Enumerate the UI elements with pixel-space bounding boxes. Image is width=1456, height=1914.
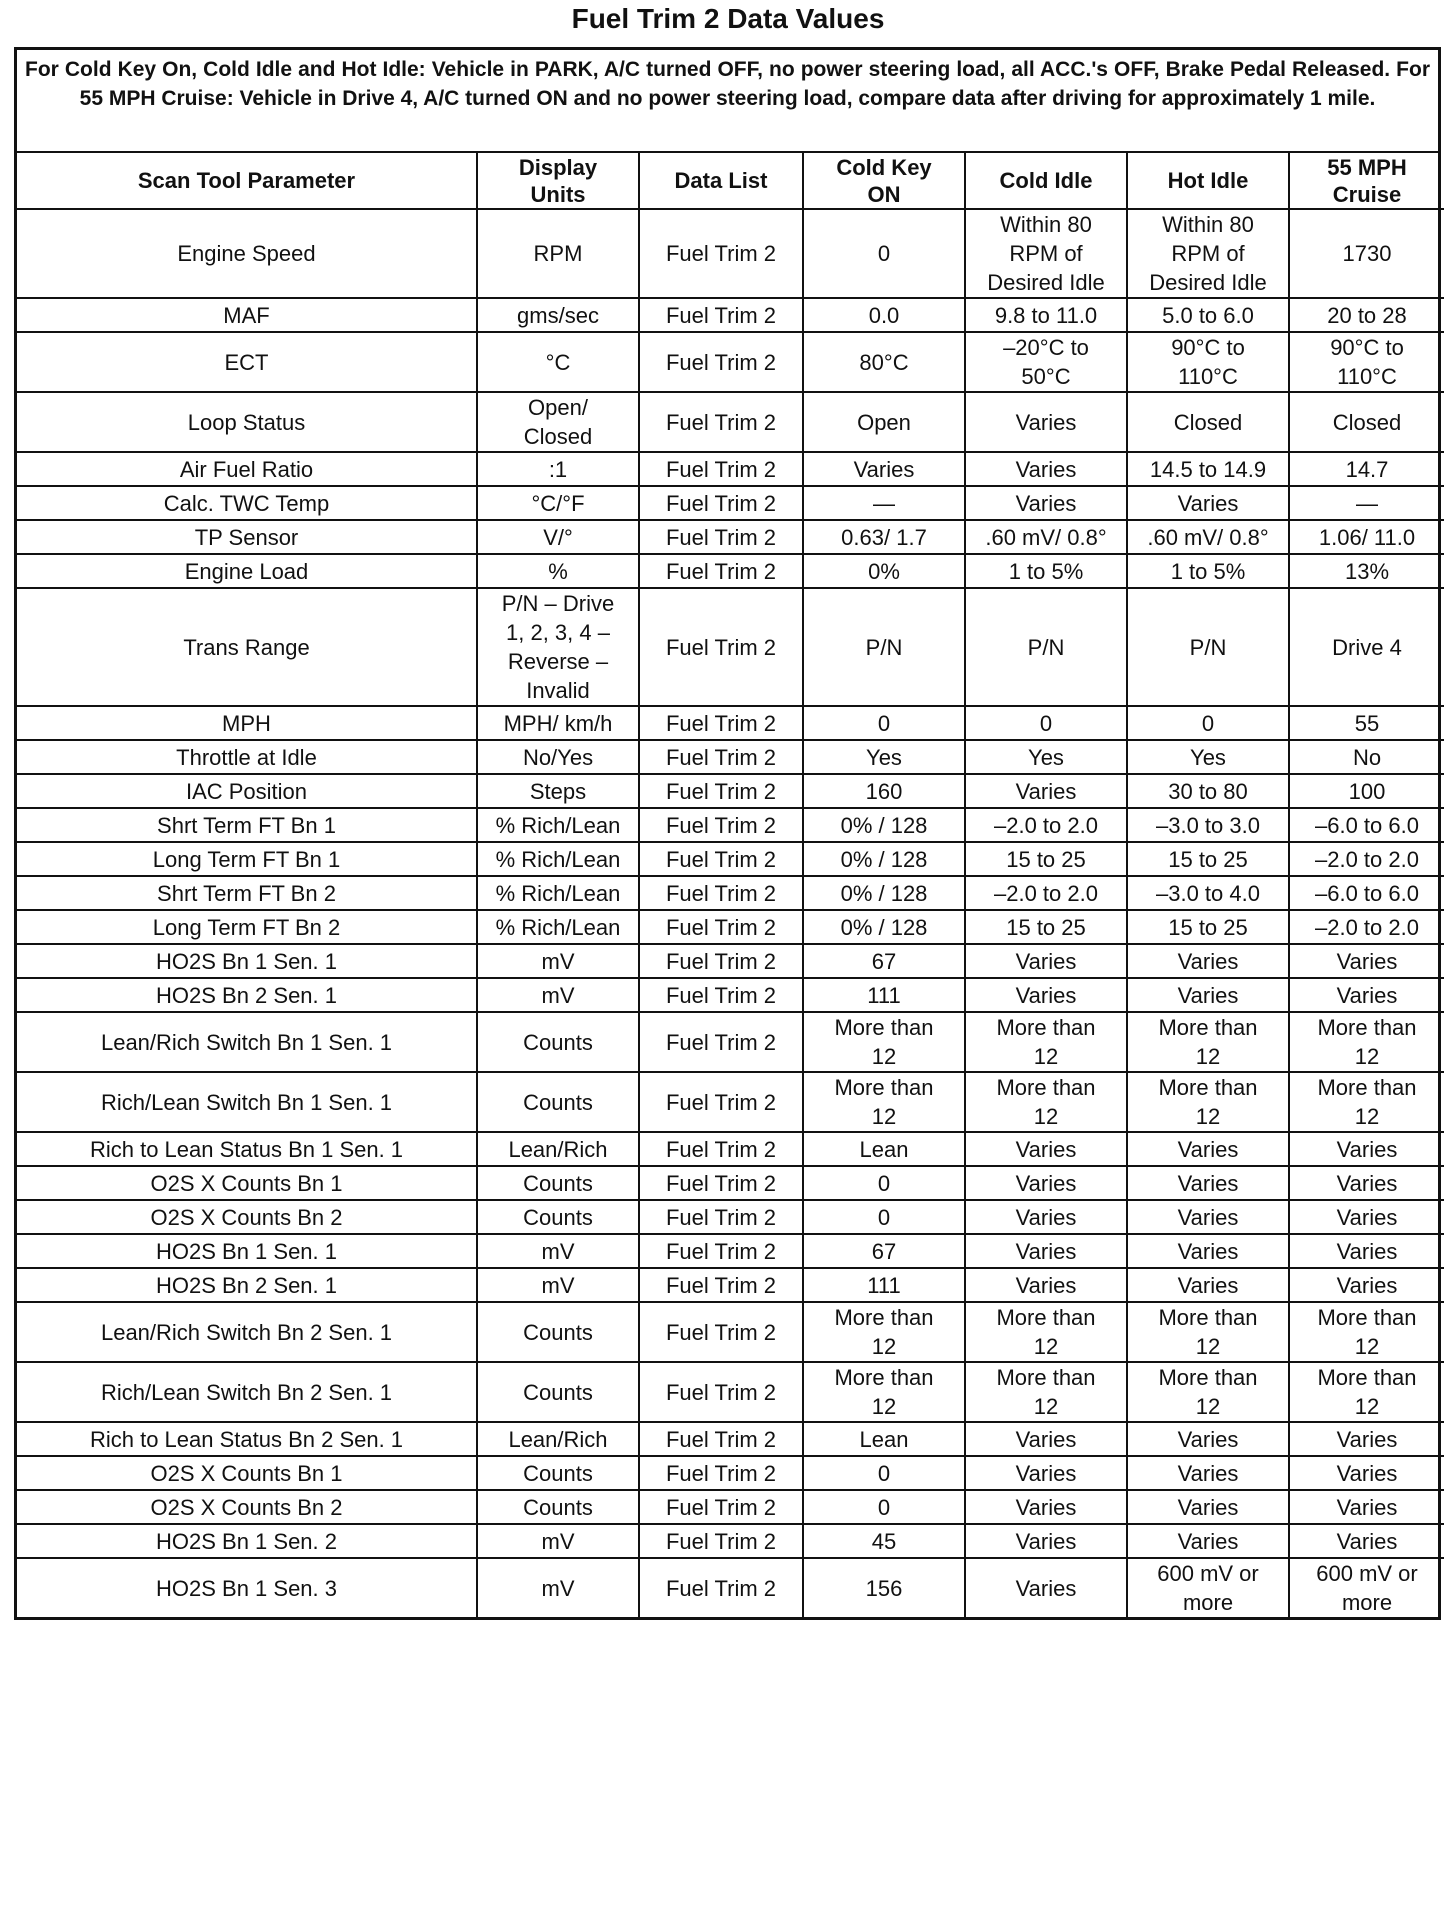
cell-hot-idle: Varies — [1127, 1132, 1289, 1166]
column-header-cruise: 55 MPH Cruise — [1289, 153, 1444, 209]
cell-parameter: HO2S Bn 1 Sen. 1 — [17, 944, 477, 978]
column-header-cold-idle: Cold Idle — [965, 153, 1127, 209]
table-row — [17, 706, 1444, 740]
cell-units: gms/sec — [477, 298, 639, 332]
table-row — [17, 1422, 1444, 1456]
cell-data-list: Fuel Trim 2 — [639, 1072, 803, 1132]
cell-units: % Rich/Lean — [477, 876, 639, 910]
cell-cold-idle: 15 to 25 — [965, 910, 1127, 944]
cell-data-list: Fuel Trim 2 — [639, 842, 803, 876]
cell-hot-idle: 5.0 to 6.0 — [1127, 298, 1289, 332]
table-row — [17, 1200, 1444, 1234]
cell-data-list: Fuel Trim 2 — [639, 774, 803, 808]
cell-cold-idle: More than 12 — [965, 1012, 1127, 1072]
cell-hot-idle: Varies — [1127, 486, 1289, 520]
table-row — [17, 332, 1444, 392]
cell-cold-idle: Varies — [965, 1200, 1127, 1234]
table-row — [17, 1268, 1444, 1302]
cell-data-list: Fuel Trim 2 — [639, 1200, 803, 1234]
cell-cruise: Varies — [1289, 1132, 1444, 1166]
cell-parameter: O2S X Counts Bn 2 — [17, 1200, 477, 1234]
table-row — [17, 1302, 1444, 1362]
cell-cruise: 1.06/ 11.0 — [1289, 520, 1444, 554]
cell-cold-idle: .60 mV/ 0.8° — [965, 520, 1127, 554]
cell-cruise: 90°C to 110°C — [1289, 332, 1444, 392]
cell-data-list: Fuel Trim 2 — [639, 1012, 803, 1072]
table-row — [17, 1362, 1444, 1422]
cell-hot-idle: 14.5 to 14.9 — [1127, 452, 1289, 486]
cell-cruise: –2.0 to 2.0 — [1289, 910, 1444, 944]
cell-cruise: — — [1289, 486, 1444, 520]
data-table-frame — [14, 47, 1441, 1620]
cell-cold-idle: Varies — [965, 1422, 1127, 1456]
cell-cold-key-on: 0% — [803, 554, 965, 588]
table-row — [17, 452, 1444, 486]
cell-cold-idle: Varies — [965, 1166, 1127, 1200]
cell-hot-idle: 15 to 25 — [1127, 910, 1289, 944]
cell-units: % Rich/Lean — [477, 842, 639, 876]
cell-cold-key-on: 0 — [803, 706, 965, 740]
cell-units: mV — [477, 944, 639, 978]
cell-cold-idle: Varies — [965, 486, 1127, 520]
cell-cold-idle: More than 12 — [965, 1302, 1127, 1362]
cell-hot-idle: Varies — [1127, 1200, 1289, 1234]
cell-data-list: Fuel Trim 2 — [639, 1558, 803, 1617]
cell-cold-key-on: More than 12 — [803, 1072, 965, 1132]
cell-data-list: Fuel Trim 2 — [639, 1268, 803, 1302]
cell-cold-idle: 15 to 25 — [965, 842, 1127, 876]
cell-cold-key-on: More than 12 — [803, 1302, 965, 1362]
cell-hot-idle: Varies — [1127, 1422, 1289, 1456]
cell-units: No/Yes — [477, 740, 639, 774]
cell-cold-key-on: Yes — [803, 740, 965, 774]
cell-units: mV — [477, 1558, 639, 1617]
cell-cruise: 600 mV or more — [1289, 1558, 1444, 1617]
cell-cruise: 1730 — [1289, 209, 1444, 298]
table-row — [17, 392, 1444, 452]
cell-units: Counts — [477, 1200, 639, 1234]
cell-cold-idle: –2.0 to 2.0 — [965, 808, 1127, 842]
cell-cold-key-on: P/N — [803, 588, 965, 706]
cell-data-list: Fuel Trim 2 — [639, 740, 803, 774]
cell-hot-idle: Closed — [1127, 392, 1289, 452]
table-row — [17, 209, 1444, 298]
cell-cold-key-on: More than 12 — [803, 1362, 965, 1422]
table-row — [17, 486, 1444, 520]
cell-units: % — [477, 554, 639, 588]
cell-cold-key-on: Varies — [803, 452, 965, 486]
cell-cold-key-on: More than 12 — [803, 1012, 965, 1072]
cell-units: Counts — [477, 1456, 639, 1490]
cell-hot-idle: –3.0 to 3.0 — [1127, 808, 1289, 842]
table-row — [17, 1012, 1444, 1072]
cell-hot-idle: 15 to 25 — [1127, 842, 1289, 876]
table-row — [17, 944, 1444, 978]
cell-hot-idle: Varies — [1127, 1268, 1289, 1302]
column-header-cold-key-on: Cold Key ON — [803, 153, 965, 209]
cell-parameter: Calc. TWC Temp — [17, 486, 477, 520]
cell-cold-key-on: 45 — [803, 1524, 965, 1558]
cell-parameter: Engine Speed — [17, 209, 477, 298]
cell-cruise: Varies — [1289, 1234, 1444, 1268]
cell-units: mV — [477, 978, 639, 1012]
cell-units: Counts — [477, 1072, 639, 1132]
cell-cruise: Varies — [1289, 1268, 1444, 1302]
cell-cold-key-on: 0% / 128 — [803, 876, 965, 910]
cell-cold-idle: Varies — [965, 1268, 1127, 1302]
cell-data-list: Fuel Trim 2 — [639, 1490, 803, 1524]
cell-hot-idle: P/N — [1127, 588, 1289, 706]
cell-data-list: Fuel Trim 2 — [639, 1234, 803, 1268]
cell-data-list: Fuel Trim 2 — [639, 910, 803, 944]
cell-parameter: Rich/Lean Switch Bn 1 Sen. 1 — [17, 1072, 477, 1132]
cell-parameter: Long Term FT Bn 2 — [17, 910, 477, 944]
cell-parameter: HO2S Bn 1 Sen. 1 — [17, 1234, 477, 1268]
test-conditions-note: For Cold Key On, Cold Idle and Hot Idle: Vehicle in PARK, A/C turned OFF, no power steering load, all ACC.'s OFF, Brake Pedal Released. For 55 MPH Cruise: Vehicle in Drive 4, A/C turned ON and no power steering load, compare data after driving for approximately 1 mile. — [17, 50, 1438, 153]
table-row — [17, 1456, 1444, 1490]
cell-cold-key-on: 0 — [803, 1490, 965, 1524]
cell-units: RPM — [477, 209, 639, 298]
cell-hot-idle: Varies — [1127, 1456, 1289, 1490]
cell-parameter: TP Sensor — [17, 520, 477, 554]
cell-hot-idle: 0 — [1127, 706, 1289, 740]
cell-hot-idle: 600 mV or more — [1127, 1558, 1289, 1617]
cell-cold-idle: Varies — [965, 452, 1127, 486]
cell-cruise: More than 12 — [1289, 1362, 1444, 1422]
cell-data-list: Fuel Trim 2 — [639, 808, 803, 842]
cell-hot-idle: 30 to 80 — [1127, 774, 1289, 808]
cell-parameter: O2S X Counts Bn 1 — [17, 1166, 477, 1200]
cell-hot-idle: .60 mV/ 0.8° — [1127, 520, 1289, 554]
cell-hot-idle: Varies — [1127, 1490, 1289, 1524]
cell-units: P/N – Drive 1, 2, 3, 4 – Reverse – Invalid — [477, 588, 639, 706]
table-row — [17, 554, 1444, 588]
table-row — [17, 774, 1444, 808]
cell-units: Counts — [477, 1302, 639, 1362]
table-row — [17, 1490, 1444, 1524]
column-header-units: Display Units — [477, 153, 639, 209]
table-row — [17, 1072, 1444, 1132]
cell-parameter: Rich to Lean Status Bn 1 Sen. 1 — [17, 1132, 477, 1166]
cell-cold-key-on: 0 — [803, 1456, 965, 1490]
cell-units: Counts — [477, 1012, 639, 1072]
cell-units: Steps — [477, 774, 639, 808]
cell-hot-idle: Within 80 RPM of Desired Idle — [1127, 209, 1289, 298]
cell-data-list: Fuel Trim 2 — [639, 486, 803, 520]
cell-units: mV — [477, 1524, 639, 1558]
cell-cold-idle: Varies — [965, 1524, 1127, 1558]
cell-data-list: Fuel Trim 2 — [639, 1302, 803, 1362]
cell-cold-key-on: 160 — [803, 774, 965, 808]
cell-cruise: Varies — [1289, 1456, 1444, 1490]
cell-cold-key-on: 67 — [803, 1234, 965, 1268]
cell-cruise: Varies — [1289, 944, 1444, 978]
cell-cruise: More than 12 — [1289, 1072, 1444, 1132]
cell-cruise: –6.0 to 6.0 — [1289, 876, 1444, 910]
cell-data-list: Fuel Trim 2 — [639, 978, 803, 1012]
cell-cruise: 20 to 28 — [1289, 298, 1444, 332]
cell-units: °C/°F — [477, 486, 639, 520]
cell-cruise: Varies — [1289, 978, 1444, 1012]
cell-parameter: Shrt Term FT Bn 1 — [17, 808, 477, 842]
cell-hot-idle: Varies — [1127, 978, 1289, 1012]
cell-parameter: O2S X Counts Bn 1 — [17, 1456, 477, 1490]
cell-cruise: 55 — [1289, 706, 1444, 740]
cell-data-list: Fuel Trim 2 — [639, 944, 803, 978]
cell-cruise: Varies — [1289, 1422, 1444, 1456]
table-row — [17, 1558, 1444, 1617]
cell-parameter: MAF — [17, 298, 477, 332]
table-header-row — [17, 153, 1444, 209]
cell-hot-idle: Varies — [1127, 1166, 1289, 1200]
cell-cold-key-on: 80°C — [803, 332, 965, 392]
cell-data-list: Fuel Trim 2 — [639, 209, 803, 298]
cell-cold-key-on: 67 — [803, 944, 965, 978]
cell-cold-key-on: 0% / 128 — [803, 842, 965, 876]
cell-parameter: Loop Status — [17, 392, 477, 452]
table-row — [17, 1132, 1444, 1166]
cell-data-list: Fuel Trim 2 — [639, 706, 803, 740]
table-row — [17, 740, 1444, 774]
cell-cruise: Varies — [1289, 1166, 1444, 1200]
cell-units: % Rich/Lean — [477, 808, 639, 842]
column-header-parameter: Scan Tool Parameter — [17, 153, 477, 209]
cell-cruise: –6.0 to 6.0 — [1289, 808, 1444, 842]
cell-cold-key-on: 0% / 128 — [803, 910, 965, 944]
cell-data-list: Fuel Trim 2 — [639, 1362, 803, 1422]
cell-parameter: Shrt Term FT Bn 2 — [17, 876, 477, 910]
cell-data-list: Fuel Trim 2 — [639, 554, 803, 588]
cell-parameter: O2S X Counts Bn 2 — [17, 1490, 477, 1524]
cell-cold-key-on: — — [803, 486, 965, 520]
cell-parameter: HO2S Bn 1 Sen. 2 — [17, 1524, 477, 1558]
cell-cruise: More than 12 — [1289, 1302, 1444, 1362]
cell-data-list: Fuel Trim 2 — [639, 452, 803, 486]
cell-parameter: HO2S Bn 2 Sen. 1 — [17, 978, 477, 1012]
cell-cold-idle: More than 12 — [965, 1072, 1127, 1132]
cell-cold-idle: Varies — [965, 1456, 1127, 1490]
cell-hot-idle: Varies — [1127, 944, 1289, 978]
cell-cruise: –2.0 to 2.0 — [1289, 842, 1444, 876]
cell-units: % Rich/Lean — [477, 910, 639, 944]
cell-cold-idle: Varies — [965, 1234, 1127, 1268]
cell-hot-idle: Varies — [1127, 1524, 1289, 1558]
cell-hot-idle: More than 12 — [1127, 1302, 1289, 1362]
cell-hot-idle: More than 12 — [1127, 1072, 1289, 1132]
cell-units: mV — [477, 1268, 639, 1302]
cell-data-list: Fuel Trim 2 — [639, 1166, 803, 1200]
cell-hot-idle: More than 12 — [1127, 1362, 1289, 1422]
table-row — [17, 876, 1444, 910]
cell-cold-idle: Varies — [965, 1132, 1127, 1166]
cell-cold-idle: Varies — [965, 978, 1127, 1012]
cell-cruise: Varies — [1289, 1490, 1444, 1524]
cell-units: mV — [477, 1234, 639, 1268]
cell-parameter: Engine Load — [17, 554, 477, 588]
cell-cruise: No — [1289, 740, 1444, 774]
cell-cold-key-on: 0% / 128 — [803, 808, 965, 842]
cell-parameter: IAC Position — [17, 774, 477, 808]
cell-parameter: Rich to Lean Status Bn 2 Sen. 1 — [17, 1422, 477, 1456]
cell-cruise: Closed — [1289, 392, 1444, 452]
cell-cold-idle: –20°C to 50°C — [965, 332, 1127, 392]
cell-hot-idle: 90°C to 110°C — [1127, 332, 1289, 392]
cell-cold-key-on: Open — [803, 392, 965, 452]
cell-parameter: ECT — [17, 332, 477, 392]
cell-units: Counts — [477, 1362, 639, 1422]
cell-cruise: 14.7 — [1289, 452, 1444, 486]
cell-hot-idle: –3.0 to 4.0 — [1127, 876, 1289, 910]
cell-parameter: Air Fuel Ratio — [17, 452, 477, 486]
cell-cold-idle: More than 12 — [965, 1362, 1127, 1422]
cell-cold-idle: Varies — [965, 774, 1127, 808]
column-header-data-list: Data List — [639, 153, 803, 209]
cell-data-list: Fuel Trim 2 — [639, 588, 803, 706]
cell-data-list: Fuel Trim 2 — [639, 1132, 803, 1166]
cell-parameter: Rich/Lean Switch Bn 2 Sen. 1 — [17, 1362, 477, 1422]
cell-cold-key-on: 0 — [803, 1166, 965, 1200]
cell-units: Lean/Rich — [477, 1132, 639, 1166]
cell-cold-idle: Varies — [965, 392, 1127, 452]
cell-cold-key-on: 111 — [803, 1268, 965, 1302]
cell-cold-key-on: Lean — [803, 1422, 965, 1456]
cell-data-list: Fuel Trim 2 — [639, 1524, 803, 1558]
cell-hot-idle: Yes — [1127, 740, 1289, 774]
cell-cold-key-on: 0 — [803, 209, 965, 298]
cell-cold-idle: 9.8 to 11.0 — [965, 298, 1127, 332]
cell-parameter: Trans Range — [17, 588, 477, 706]
cell-parameter: Lean/Rich Switch Bn 2 Sen. 1 — [17, 1302, 477, 1362]
cell-cold-idle: Within 80 RPM of Desired Idle — [965, 209, 1127, 298]
table-row — [17, 1234, 1444, 1268]
cell-cruise: Varies — [1289, 1200, 1444, 1234]
cell-units: Lean/Rich — [477, 1422, 639, 1456]
cell-cruise: Varies — [1289, 1524, 1444, 1558]
cell-data-list: Fuel Trim 2 — [639, 332, 803, 392]
cell-cold-idle: Varies — [965, 944, 1127, 978]
cell-data-list: Fuel Trim 2 — [639, 1456, 803, 1490]
cell-data-list: Fuel Trim 2 — [639, 520, 803, 554]
cell-cruise: 100 — [1289, 774, 1444, 808]
cell-units: MPH/ km/h — [477, 706, 639, 740]
table-row — [17, 1524, 1444, 1558]
cell-units: Counts — [477, 1166, 639, 1200]
cell-units: :1 — [477, 452, 639, 486]
cell-cold-idle: –2.0 to 2.0 — [965, 876, 1127, 910]
cell-data-list: Fuel Trim 2 — [639, 876, 803, 910]
table-row — [17, 298, 1444, 332]
table-row — [17, 978, 1444, 1012]
cell-parameter: Long Term FT Bn 1 — [17, 842, 477, 876]
cell-hot-idle: More than 12 — [1127, 1012, 1289, 1072]
cell-parameter: HO2S Bn 1 Sen. 3 — [17, 1558, 477, 1617]
cell-cold-key-on: 0.0 — [803, 298, 965, 332]
cell-units: V/° — [477, 520, 639, 554]
cell-cold-key-on: 0.63/ 1.7 — [803, 520, 965, 554]
cell-parameter: Throttle at Idle — [17, 740, 477, 774]
table-row — [17, 588, 1444, 706]
cell-hot-idle: Varies — [1127, 1234, 1289, 1268]
cell-data-list: Fuel Trim 2 — [639, 298, 803, 332]
table-body — [17, 209, 1444, 1617]
cell-cruise: More than 12 — [1289, 1012, 1444, 1072]
fuel-trim-table — [17, 153, 1444, 1617]
cell-hot-idle: 1 to 5% — [1127, 554, 1289, 588]
cell-cold-key-on: 156 — [803, 1558, 965, 1617]
cell-cold-idle: Varies — [965, 1490, 1127, 1524]
cell-cold-idle: 0 — [965, 706, 1127, 740]
cell-cold-key-on: Lean — [803, 1132, 965, 1166]
cell-cruise: 13% — [1289, 554, 1444, 588]
table-row — [17, 910, 1444, 944]
cell-cold-key-on: 111 — [803, 978, 965, 1012]
cell-cold-key-on: 0 — [803, 1200, 965, 1234]
cell-data-list: Fuel Trim 2 — [639, 1422, 803, 1456]
cell-parameter: Lean/Rich Switch Bn 1 Sen. 1 — [17, 1012, 477, 1072]
column-header-hot-idle: Hot Idle — [1127, 153, 1289, 209]
cell-parameter: HO2S Bn 2 Sen. 1 — [17, 1268, 477, 1302]
cell-units: Open/ Closed — [477, 392, 639, 452]
cell-cold-idle: Yes — [965, 740, 1127, 774]
cell-cold-idle: P/N — [965, 588, 1127, 706]
table-row — [17, 842, 1444, 876]
cell-parameter: MPH — [17, 706, 477, 740]
cell-units: Counts — [477, 1490, 639, 1524]
cell-data-list: Fuel Trim 2 — [639, 392, 803, 452]
cell-units: °C — [477, 332, 639, 392]
page-title: Fuel Trim 2 Data Values — [571, 3, 885, 34]
table-row — [17, 520, 1444, 554]
cell-cold-idle: Varies — [965, 1558, 1127, 1617]
cell-cruise: Drive 4 — [1289, 588, 1444, 706]
table-row — [17, 1166, 1444, 1200]
cell-cold-idle: 1 to 5% — [965, 554, 1127, 588]
table-row — [17, 808, 1444, 842]
